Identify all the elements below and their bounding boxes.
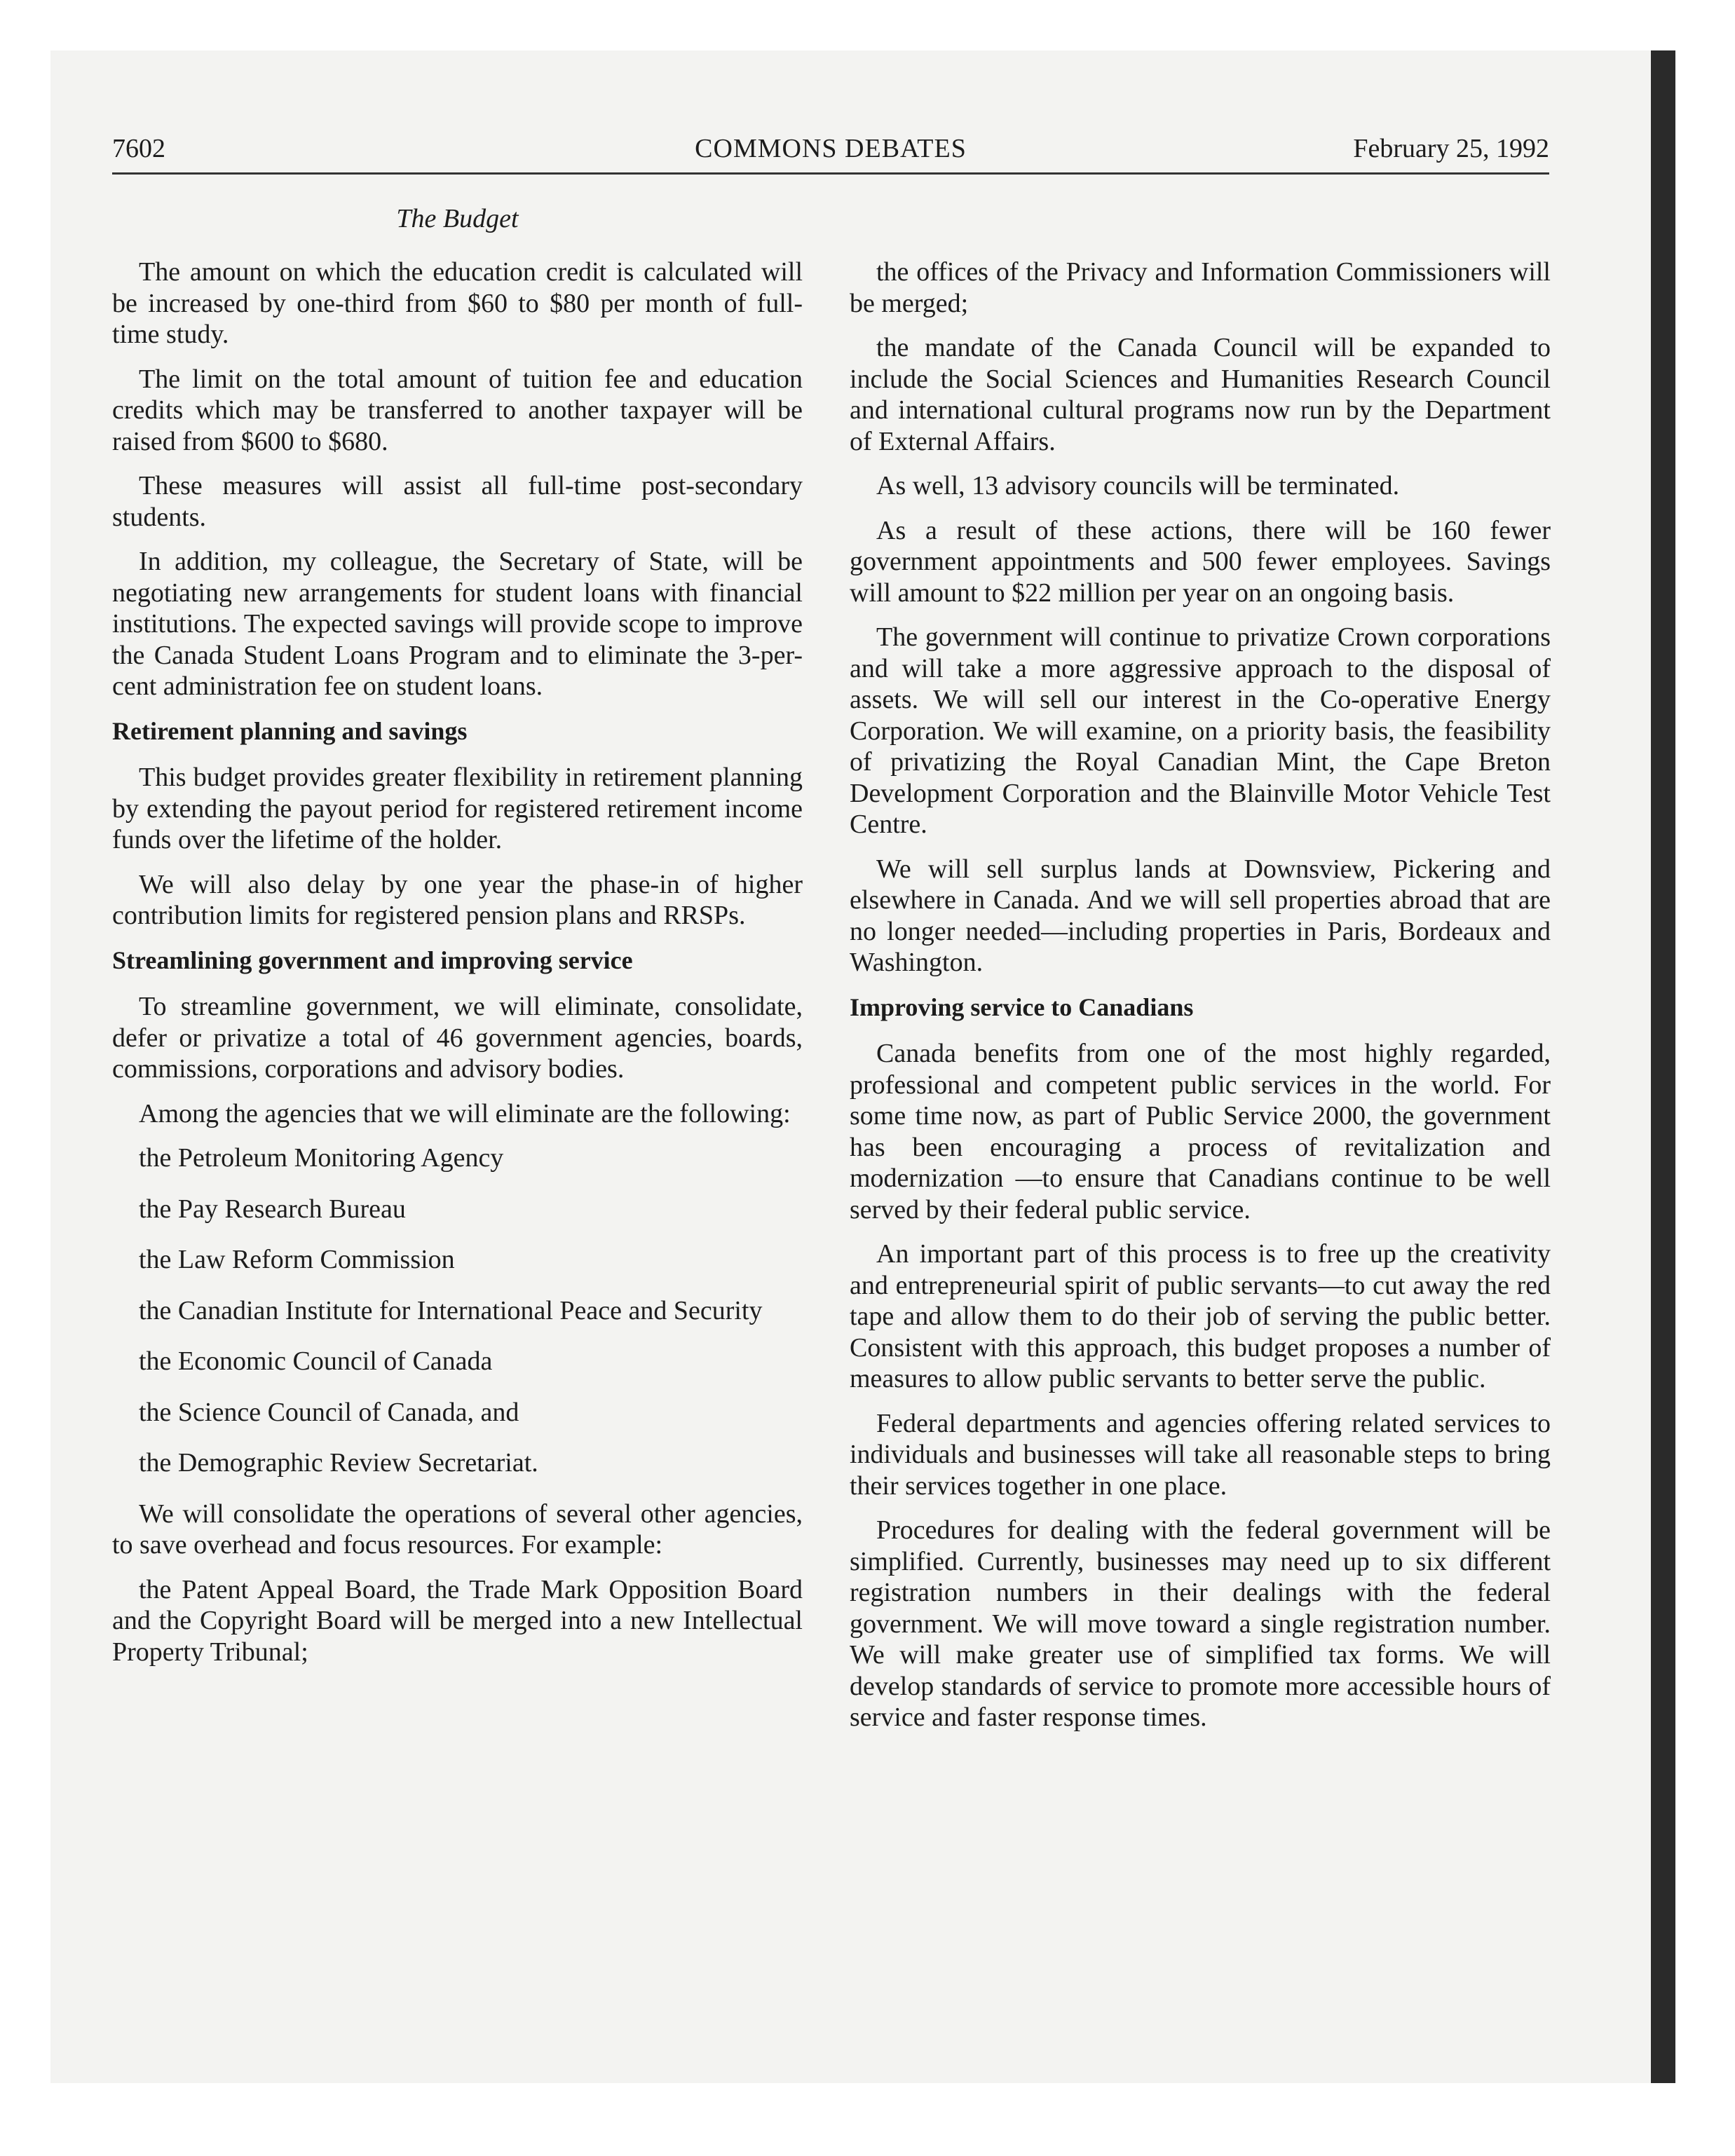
paragraph: An important part of this process is to free up the creativity and entrepreneurial spirit of public servants—to cut away the red tape and allow them to do their job of serving the public better. Consistent with this approach, this budget proposes a number of measures to allow public servants to better serve the public. [850, 1239, 1551, 1393]
paragraph: As well, 13 advisory councils will be terminated. [876, 471, 1400, 500]
paragraph: the mandate of the Canada Council will be expanded to include the Social Sciences and Humanities Research Council and international cultural programs now run by the Department of External Affairs. [850, 333, 1551, 456]
paragraph: As a result of these actions, there will be 160 fewer government appointments and 500 fewer employees. Savings will amount to $22 million per year on an ongoing basis. [850, 515, 1551, 608]
subheading: Retirement planning and savings [112, 716, 468, 745]
list-item: the Economic Council of Canada [139, 1346, 493, 1376]
paragraph: In addition, my colleague, the Secretary of State, will be negotiating new arrangements for student loans with financial institutions. The expected savings will provide scope to improve the Canada Student Loans Program and to eliminate the 3-per-cent administration fee on student loans. [112, 547, 803, 701]
paragraph: These measures will assist all full-time post-secondary students. [112, 471, 803, 532]
paragraph: the offices of the Privacy and Information Commissioners will be merged; [850, 257, 1551, 318]
paragraph: the Patent Appeal Board, the Trade Mark Opposition Board and the Copyright Board will be merged into a new Intellectual Property Tribunal; [112, 1574, 803, 1667]
publication-title: COMMONS DEBATES [695, 134, 967, 163]
page-header [112, 133, 1549, 175]
paragraph: The government will continue to privatize Crown corporations and will take a more aggressive approach to the disposal of assets. We will sell our interest in the Co-operative Energy Corporation. We will examine, on a priority basis, the feasibility of privatizing the Royal Canadian Mint, the Cape Breton Development Corporation and the Blainville Motor Vehicle Test Centre. [850, 622, 1551, 839]
header-rule [112, 172, 1549, 175]
paragraph: Among the agencies that we will eliminate are the following: [139, 1098, 791, 1128]
list-item: the Canadian Institute for International Peace and Security [139, 1295, 763, 1325]
right-column [850, 257, 1551, 1747]
section-title: The Budget [396, 204, 519, 233]
list-item: the Pay Research Bureau [139, 1194, 406, 1224]
paragraph: The amount on which the education credit is calculated will be increased by one-third from $60 to $80 per month of full-time study. [112, 257, 803, 349]
list-item: the Petroleum Monitoring Agency [139, 1143, 504, 1173]
subheading: Improving service to Canadians [850, 992, 1194, 1021]
paragraph: We will consolidate the operations of several other agencies, to save overhead and focus resources. For example: [112, 1499, 803, 1560]
paragraph: We will sell surplus lands at Downsview, Pickering and elsewhere in Canada. And we will sell properties abroad that are no longer needed—including properties in Paris, Bordeaux and Washington. [850, 854, 1551, 977]
paragraph: Procedures for dealing with the federal government will be simplified. Currently, businesses may need up to six different registration numbers in their dealings with the federal government. We will move toward a single registration number. We will make greater use of simplified tax forms. We will develop standards of service to promote more accessible hours of service and faster response times. [850, 1515, 1551, 1732]
paragraph: This budget provides greater flexibility in retirement planning by extending the payout period for registered retirement income funds over the lifetime of the holder. [112, 763, 803, 854]
left-column [112, 257, 803, 1681]
page-number: 7602 [112, 134, 165, 163]
subheading: Streamlining government and improving service [112, 946, 633, 974]
paragraph: The limit on the total amount of tuition fee and education credits which may be transferred to another taxpayer will be raised from $600 to $680. [112, 364, 803, 456]
publication-date: February 25, 1992 [1353, 134, 1549, 163]
scan-edge-shadow [1651, 50, 1675, 2083]
paragraph: Canada benefits from one of the most highly regarded, professional and competent public services in the world. For some time now, as part of Public Service 2000, the government has been encouraging a process of revitalization and modernization —to ensure that Canadians continue to be well served by their federal public service. [850, 1039, 1551, 1224]
list-item: the Demographic Review Secretariat. [139, 1448, 538, 1478]
list-item: the Science Council of Canada, and [139, 1397, 519, 1427]
paragraph: Federal departments and agencies offering related services to individuals and businesses will take all reasonable steps to bring their services together in one place. [850, 1408, 1551, 1501]
paragraph: To streamline government, we will eliminate, consolidate, defer or privatize a total of 46 government agencies, boards, commissions, corporations and advisory bodies. [112, 992, 803, 1084]
list-item: the Law Reform Commission [139, 1245, 455, 1274]
paragraph: We will also delay by one year the phase-in of higher contribution limits for registered pension plans and RRSPs. [112, 869, 803, 930]
